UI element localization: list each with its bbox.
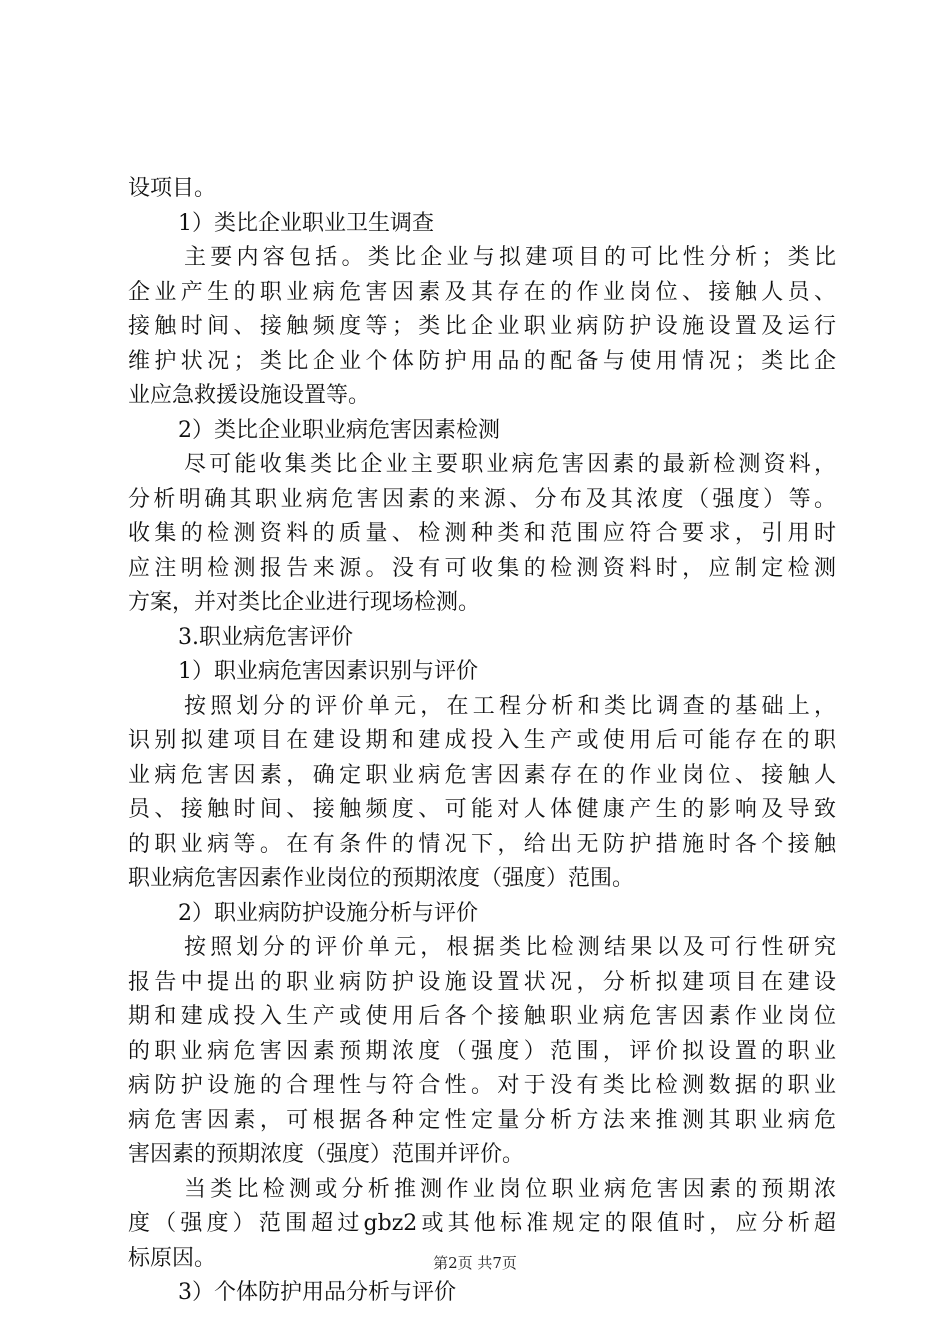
text-line: 度（强度）范围超过gbz2或其他标准规定的限值时，应分析超 <box>128 1211 836 1236</box>
section-heading: 1）类比企业职业卫生调查 <box>178 210 434 236</box>
section-heading: 1）职业病危害因素识别与评价 <box>178 659 478 684</box>
document-body <box>128 172 836 1311</box>
text-line: 设项目。 <box>128 176 217 201</box>
text-line: 报告中提出的职业病防护设施设置状况，分析拟建项目在建设 <box>128 969 836 995</box>
page-footer <box>0 1253 950 1273</box>
text-line: 病防护设施的合理性与符合性。对于没有类比检测数据的职业 <box>128 1073 836 1098</box>
text-line: 期和建成投入生产或使用后各个接触职业病危害因素作业岗位 <box>128 1004 836 1029</box>
text-line: 企业产生的职业病危害因素及其存在的作业岗位、接触人员、 <box>128 279 836 305</box>
section-heading: 3）个体防护用品分析与评价 <box>178 1280 456 1305</box>
text-line: 的职业病危害因素预期浓度（强度）范围，评价拟设置的职业 <box>128 1038 836 1064</box>
section-heading: 3.职业病危害评价 <box>178 624 353 650</box>
text-line: 按照划分的评价单元，在工程分析和类比调查的基础上， <box>184 693 836 719</box>
text-line: 主要内容包括。类比企业与拟建项目的可比性分析；类比 <box>184 245 836 270</box>
text-line: 病危害因素，可根据各种定性定量分析方法来推测其职业病危 <box>128 1107 836 1133</box>
text-line: 接触时间、接触频度等；类比企业职业病防护设施设置及运行 <box>128 314 836 339</box>
text-line: 的职业病等。在有条件的情况下，给出无防护措施时各个接触 <box>128 831 836 857</box>
text-line: 职业病危害因素作业岗位的预期浓度（强度）范围。 <box>128 866 635 891</box>
page-number: 第2页 共7页 <box>433 1254 517 1272</box>
text-line: 员、接触时间、接触频度、可能对人体健康产生的影响及导致 <box>128 797 836 822</box>
text-line: 应注明检测报告来源。没有可收集的检测资料时，应制定检测 <box>128 555 836 581</box>
text-line: 维护状况；类比企业个体防护用品的配备与使用情况；类比企 <box>128 348 836 374</box>
text-line: 收集的检测资料的质量、检测种类和范围应符合要求，引用时 <box>128 521 836 546</box>
text-line: 标原因。 <box>128 1245 217 1271</box>
text-line: 分析明确其职业病危害因素的来源、分布及其浓度（强度）等。 <box>128 486 836 512</box>
section-heading: 2）职业病防护设施分析与评价 <box>178 900 478 926</box>
text-line: 按照划分的评价单元，根据类比检测结果以及可行性研究 <box>184 935 836 960</box>
text-line: 业病危害因素，确定职业病危害因素存在的作业岗位、接触人 <box>128 762 836 788</box>
text-line: 害因素的预期浓度（强度）范围并评价。 <box>128 1142 525 1167</box>
text-line: 识别拟建项目在建设期和建成投入生产或使用后可能存在的职 <box>128 728 836 753</box>
text-line: 业应急救援设施设置等。 <box>128 383 371 408</box>
section-heading: 2）类比企业职业病危害因素检测 <box>178 417 500 443</box>
text-line: 方案，并对类比企业进行现场检测。 <box>128 590 481 615</box>
text-line: 当类比检测或分析推测作业岗位职业病危害因素的预期浓 <box>184 1176 836 1202</box>
text-line: 尽可能收集类比企业主要职业病危害因素的最新检测资料， <box>184 452 836 477</box>
